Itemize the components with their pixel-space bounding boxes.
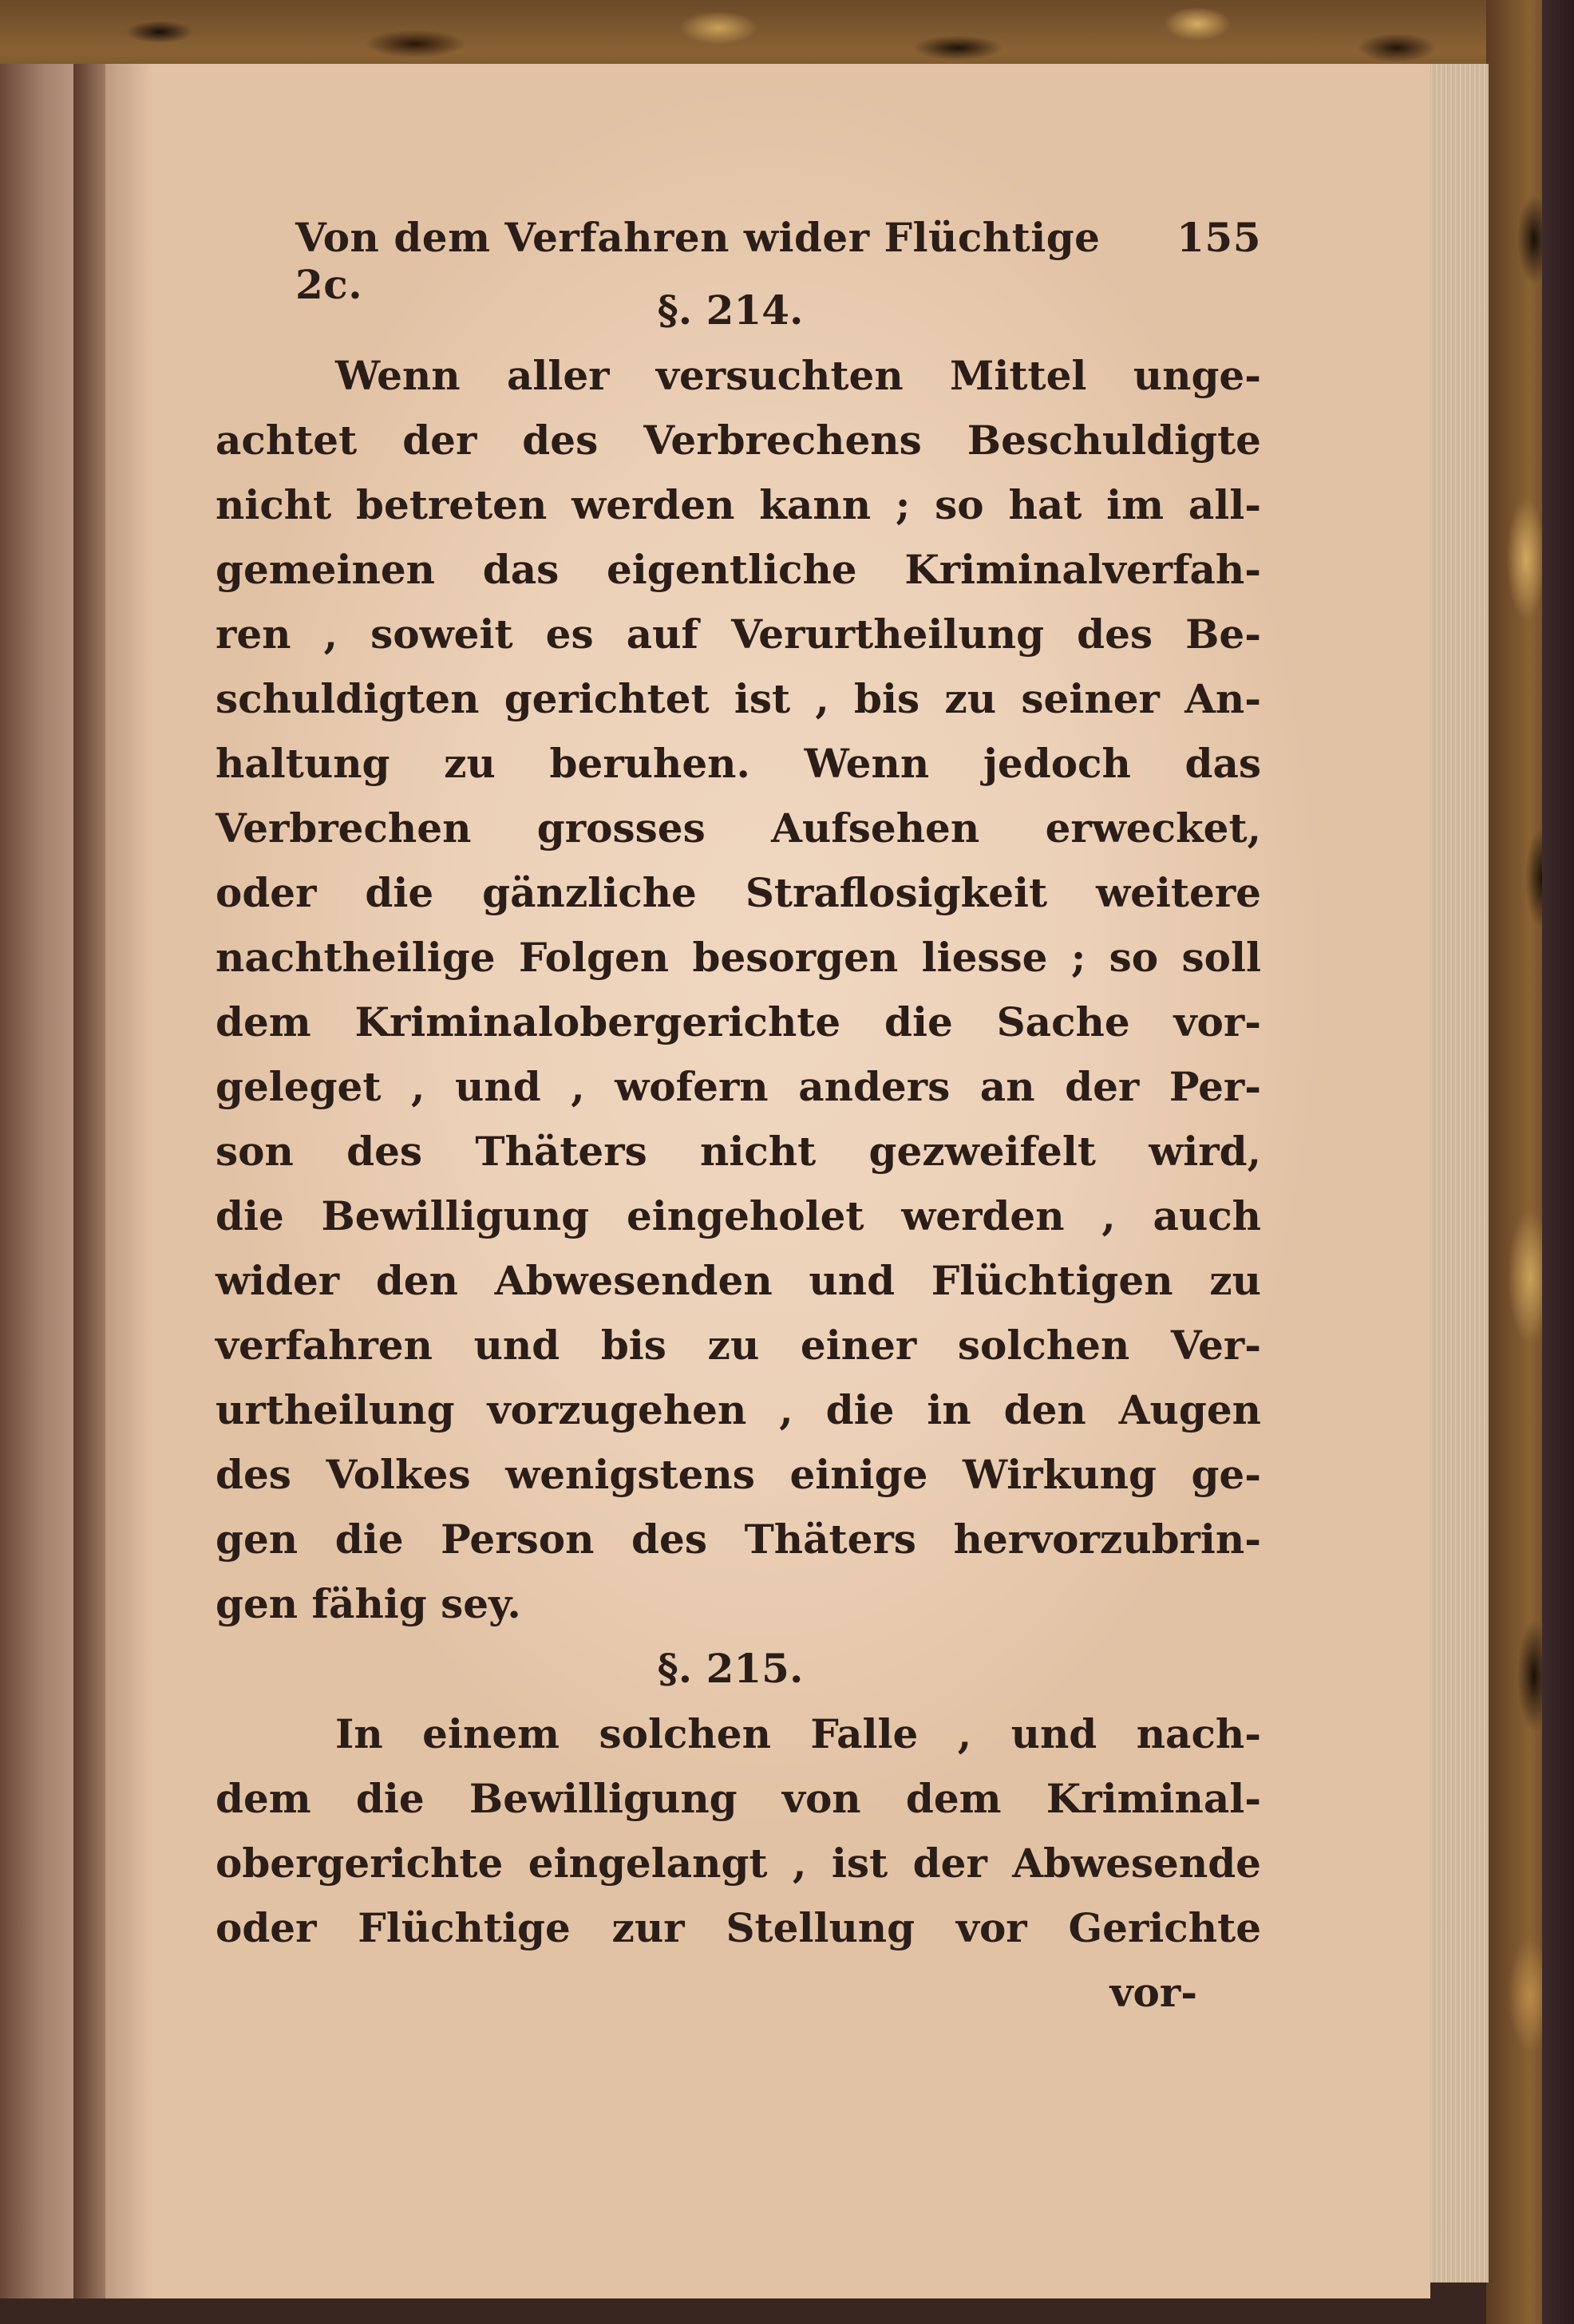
text-line: gen die Person des Thäters hervorzubrin- [216,1516,1261,1563]
text-line: Verbrechen grosses Aufsehen erwecket, [216,804,1261,852]
text-line: gemeinen das eigentliche Kriminalverfah- [216,546,1261,593]
text-line: ren , soweit es auf Verurtheilung des Be- [216,611,1261,658]
book-page [105,64,1430,2298]
text-line: obergerichte eingelangt , ist der Abwesende [216,1840,1261,1887]
book-gutter [73,64,105,2298]
text-line: geleget , und , wofern anders an der Per- [216,1063,1261,1110]
running-head [216,214,1261,308]
text-line: urtheilung vorzugehen , die in den Augen [216,1386,1261,1433]
page-fore-edge [1429,64,1489,2282]
facing-page-edge [0,64,73,2298]
text-line: haltung zu beruhen. Wenn jedoch das [216,740,1261,787]
text-line: schuldigten gerichtet ist , bis zu seiner An- [216,675,1261,722]
text-line: In einem solchen Falle , und nach- [335,1710,1261,1757]
text-line: gen fähig sey. [216,1580,521,1627]
text-line: die Bewilligung eingeholet werden , auch [216,1192,1261,1239]
page-text-block [216,214,1261,2025]
text-line: des Volkes wenigstens einige Wirkung ge- [216,1451,1261,1498]
text-line: dem die Bewilligung von dem Kriminal- [216,1775,1261,1822]
catchword: vor- [1109,1969,1197,2016]
section-mark-215: §. 215. [657,1645,804,1692]
running-head-title: Von dem Verfahren wider Flüchtige 2c. [295,214,1101,308]
text-line: oder die gänzliche Straflosigkeit weitere [216,869,1261,916]
page-number: 155 [1177,214,1261,261]
text-line: achtet der des Verbrechens Beschuldigte [216,417,1261,464]
paragraph-215 [216,1702,1261,1960]
section-mark-214: §. 214. [657,287,804,334]
paragraph-214 [216,343,1261,1636]
text-line: Wenn aller versuchten Mittel unge- [335,352,1261,399]
cover-edge [1542,0,1574,2324]
text-line: nicht betreten werden kann ; so hat im all- [216,481,1261,528]
text-line: nachtheilige Folgen besorgen liesse ; so soll [216,934,1261,981]
text-line: dem Kriminalobergerichte die Sache vor- [216,998,1261,1045]
text-line: wider den Abwesenden und Flüchtigen zu [216,1257,1261,1304]
text-line: oder Flüchtige zur Stellung vor Gerichte [216,1904,1261,1951]
text-line: verfahren und bis zu einer solchen Ver- [216,1322,1261,1369]
text-line: son des Thäters nicht gezweifelt wird, [216,1128,1261,1175]
